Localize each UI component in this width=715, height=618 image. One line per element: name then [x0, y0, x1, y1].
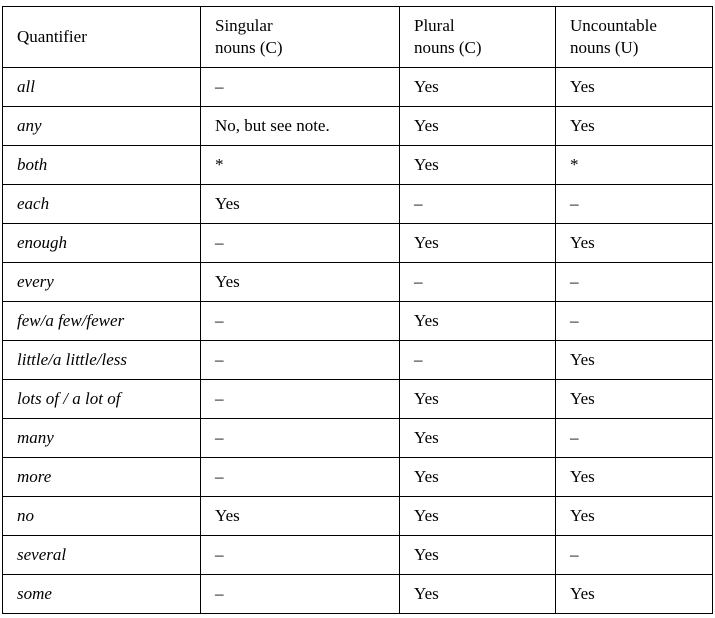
plural-cell: Yes — [400, 458, 556, 497]
singular-cell: – — [201, 536, 400, 575]
header-quantifier — [3, 7, 201, 68]
uncountable-cell: – — [556, 302, 713, 341]
uncountable-cell: Yes — [556, 68, 713, 107]
table-row — [3, 302, 713, 341]
table-row — [3, 146, 713, 185]
uncountable-cell: Yes — [556, 107, 713, 146]
table-row — [3, 68, 713, 107]
singular-cell: Yes — [201, 263, 400, 302]
plural-cell: Yes — [400, 68, 556, 107]
table-row — [3, 263, 713, 302]
quantifier-table — [2, 6, 713, 614]
plural-cell: Yes — [400, 380, 556, 419]
quantifier-cell: little/a little/less — [3, 341, 201, 380]
table-header-row — [3, 7, 713, 68]
uncountable-cell: Yes — [556, 497, 713, 536]
header-plural-line-1: Plural — [414, 16, 455, 35]
singular-cell: * — [201, 146, 400, 185]
uncountable-cell: Yes — [556, 341, 713, 380]
table-row — [3, 419, 713, 458]
table-row — [3, 536, 713, 575]
plural-cell: – — [400, 341, 556, 380]
table-row — [3, 575, 713, 614]
singular-cell: No, but see note. — [201, 107, 400, 146]
singular-cell: – — [201, 458, 400, 497]
table-row — [3, 458, 713, 497]
uncountable-cell: Yes — [556, 224, 713, 263]
table-row — [3, 380, 713, 419]
quantifier-cell: enough — [3, 224, 201, 263]
singular-cell: – — [201, 341, 400, 380]
uncountable-cell: Yes — [556, 458, 713, 497]
quantifier-cell: no — [3, 497, 201, 536]
plural-cell: – — [400, 185, 556, 224]
singular-cell: – — [201, 224, 400, 263]
uncountable-cell: * — [556, 146, 713, 185]
quantifier-cell: some — [3, 575, 201, 614]
plural-cell: Yes — [400, 497, 556, 536]
quantifier-cell: more — [3, 458, 201, 497]
header-uncountable-line-2: nouns (U) — [570, 38, 639, 57]
uncountable-cell: – — [556, 419, 713, 458]
uncountable-cell: Yes — [556, 575, 713, 614]
plural-cell: – — [400, 263, 556, 302]
singular-cell: Yes — [201, 497, 400, 536]
singular-cell: – — [201, 380, 400, 419]
quantifier-cell: any — [3, 107, 201, 146]
plural-cell: Yes — [400, 302, 556, 341]
singular-cell: – — [201, 419, 400, 458]
table-row — [3, 185, 713, 224]
header-quantifier-label: Quantifier — [17, 27, 87, 46]
table-row — [3, 341, 713, 380]
plural-cell: Yes — [400, 224, 556, 263]
quantifier-cell: all — [3, 68, 201, 107]
quantifier-cell: several — [3, 536, 201, 575]
uncountable-cell: Yes — [556, 380, 713, 419]
quantifier-cell: both — [3, 146, 201, 185]
header-uncountable-line-1: Uncountable — [570, 16, 657, 35]
uncountable-cell: – — [556, 263, 713, 302]
plural-cell: Yes — [400, 575, 556, 614]
plural-cell: Yes — [400, 536, 556, 575]
table-row — [3, 224, 713, 263]
header-singular-line-2: nouns (C) — [215, 38, 283, 57]
header-singular-line-1: Singular — [215, 16, 273, 35]
singular-cell: – — [201, 302, 400, 341]
quantifier-cell: few/a few/fewer — [3, 302, 201, 341]
singular-cell: – — [201, 575, 400, 614]
quantifier-cell: many — [3, 419, 201, 458]
uncountable-cell: – — [556, 185, 713, 224]
plural-cell: Yes — [400, 146, 556, 185]
plural-cell: Yes — [400, 107, 556, 146]
quantifier-cell: every — [3, 263, 201, 302]
quantifier-cell: each — [3, 185, 201, 224]
uncountable-cell: – — [556, 536, 713, 575]
header-singular — [201, 7, 400, 68]
singular-cell: Yes — [201, 185, 400, 224]
plural-cell: Yes — [400, 419, 556, 458]
header-plural-line-2: nouns (C) — [414, 38, 482, 57]
table-row — [3, 107, 713, 146]
header-uncountable — [556, 7, 713, 68]
header-plural — [400, 7, 556, 68]
quantifier-cell: lots of / a lot of — [3, 380, 201, 419]
table-row — [3, 497, 713, 536]
singular-cell: – — [201, 68, 400, 107]
